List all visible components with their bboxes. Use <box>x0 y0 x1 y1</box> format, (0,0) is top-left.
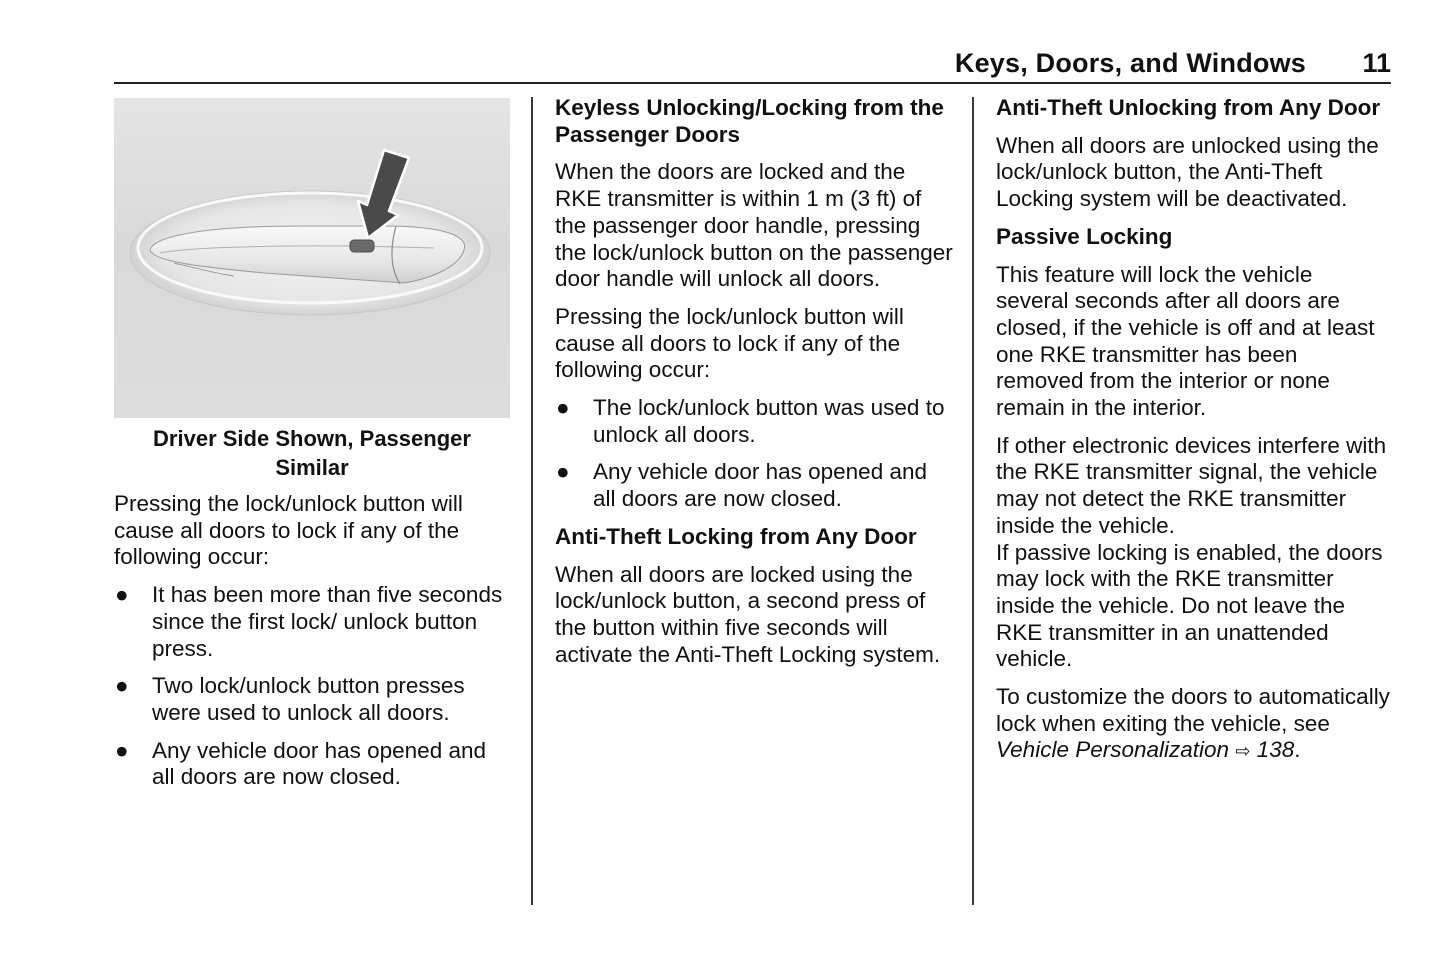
paragraph: When all doors are unlocked using the lock/unlock button, the Anti-Theft Locking system will be deactivated. <box>996 132 1379 212</box>
paragraph: Pressing the lock/unlock button will cause all doors to lock if any of the following occur: <box>555 303 904 383</box>
list-item: ● Two lock/unlock button presses were used to unlock all doors. <box>115 673 465 725</box>
list-item: ● Any vehicle door has opened and all doors are now closed. <box>115 737 486 790</box>
paragraph: If other electronic devices interfere with the RKE transmitter signal, the vehicle may not detect the RKE transmitter inside the vehicle. <box>996 432 1387 538</box>
cross-reference-link[interactable]: Vehicle Personalization <box>996 737 1230 763</box>
column-left <box>114 95 510 802</box>
section-heading: Passive Locking <box>996 223 1173 249</box>
figure-caption: Driver Side Shown, Passenger Similar <box>153 426 471 480</box>
paragraph: This feature will lock the vehicle several seconds after all doors are closed, if the vehicle is off and at least one RKE transmitter has been removed from the interior or none remain in the interior. <box>996 261 1375 421</box>
bullet-icon: ● <box>556 459 570 485</box>
column-divider <box>531 97 533 905</box>
paragraph: If passive locking is enabled, the doors may lock with the RKE transmitter inside the vehicle. Do not leave the RKE transmitter in an unattended vehicle. <box>996 539 1383 672</box>
column-divider <box>972 97 974 905</box>
page-reference-number[interactable]: 138 <box>1256 737 1295 763</box>
door-handle-illustration <box>114 98 510 418</box>
bullet-icon: ● <box>115 582 129 608</box>
column-middle <box>555 95 955 679</box>
section-title: Keys, Doors, and Windows <box>954 48 1306 78</box>
column-right <box>996 95 1391 776</box>
bullet-list <box>114 582 510 791</box>
section-heading: Anti-Theft Locking from Any Door <box>555 523 917 549</box>
intro-paragraph: Pressing the lock/unlock button will cause all doors to lock if any of the following occur: <box>114 491 463 570</box>
paragraph: To customize the doors to automatically lock when exiting the vehicle, see Vehicle Personalization ⇨ 138. <box>996 684 1390 763</box>
page-header <box>114 44 1391 84</box>
bullet-icon: ● <box>556 395 570 421</box>
section-heading: Keyless Unlocking/Locking from the Passenger Doors <box>555 95 944 147</box>
page-number: 11 <box>1362 48 1391 78</box>
door-handle-figure <box>114 98 510 418</box>
paragraph: When all doors are locked using the lock/unlock button, a second press of the button within five seconds will activate the Anti-Theft Locking system. <box>555 561 941 667</box>
bullet-icon: ● <box>115 737 129 763</box>
section-heading: Anti-Theft Unlocking from Any Door <box>996 95 1381 120</box>
page-reference-arrow-icon: ⇨ <box>1235 741 1251 762</box>
bullet-icon: ● <box>115 673 129 699</box>
paragraph: When the doors are locked and the RKE transmitter is within 1 m (3 ft) of the passenger door handle, pressing the lock/unlock button on the passenger door handle will unlock all doors. <box>555 159 953 292</box>
bullet-list <box>555 395 955 513</box>
list-item: ● It has been more than five seconds since the first lock/ unlock button press. <box>115 582 503 661</box>
list-item: ● Any vehicle door has opened and all doors are now closed. <box>556 459 927 512</box>
list-item: ● The lock/unlock button was used to unlock all doors. <box>556 395 945 447</box>
